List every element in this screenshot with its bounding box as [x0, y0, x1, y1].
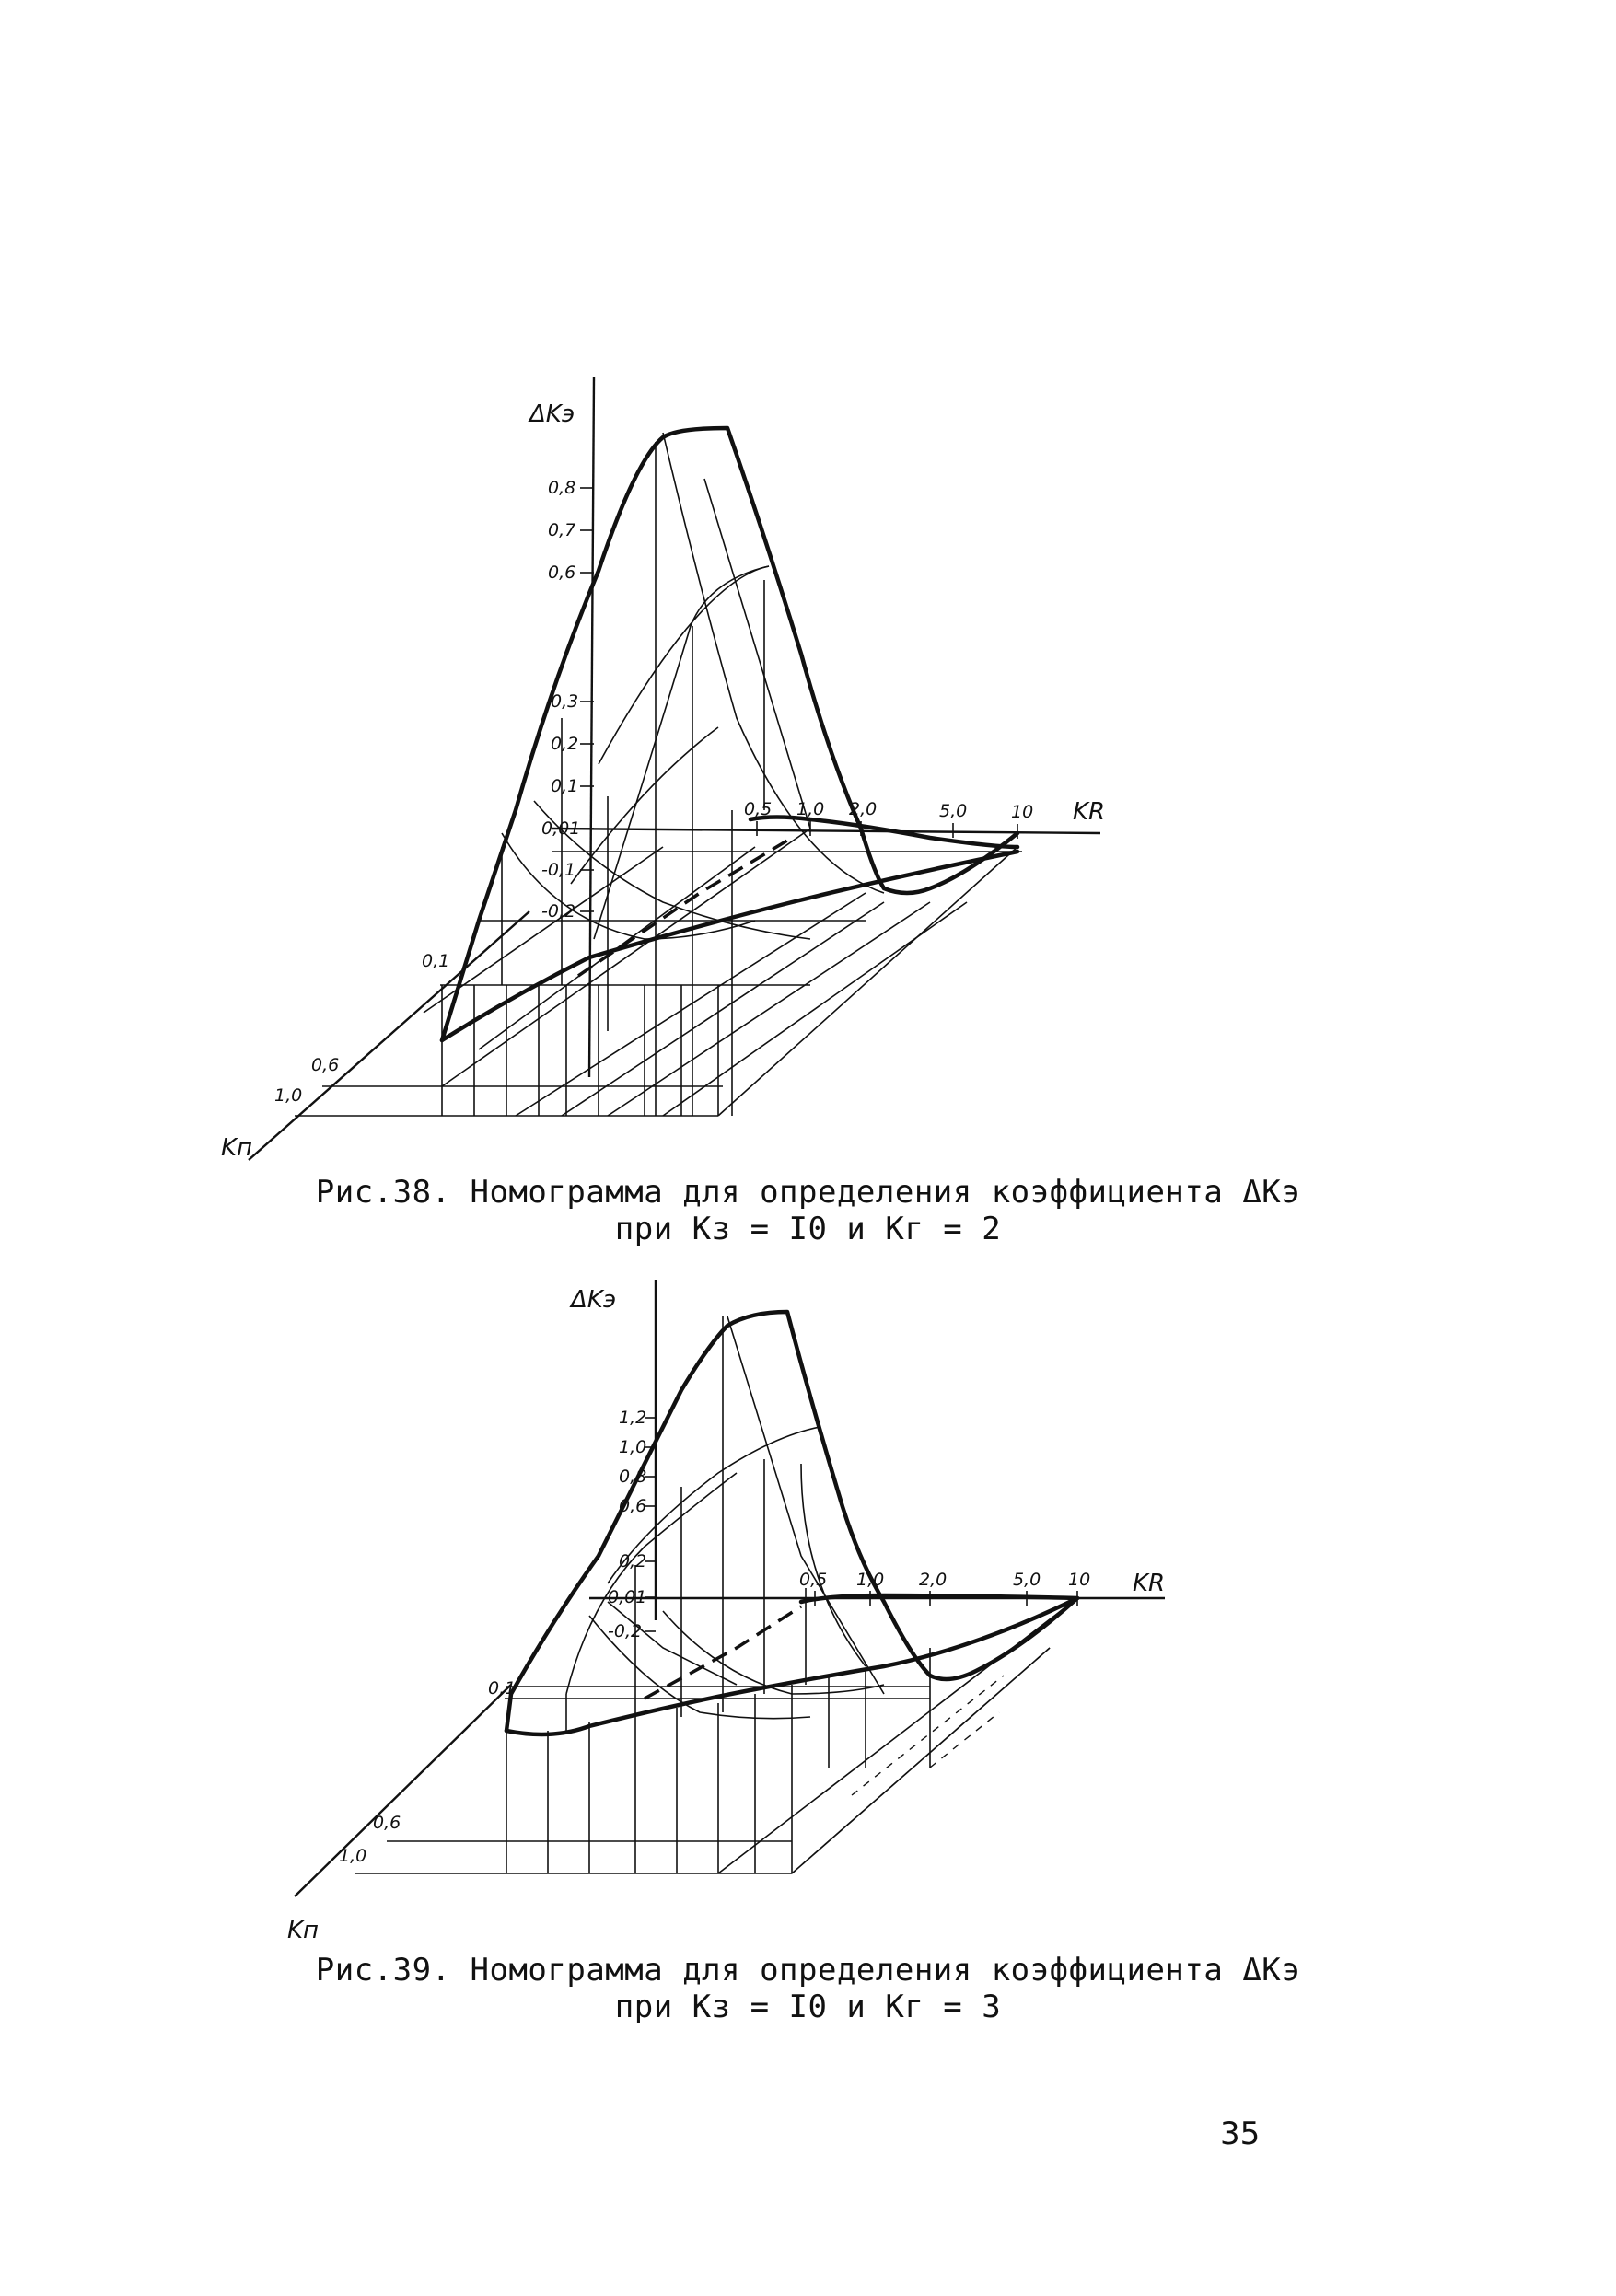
nomogram-39: [0, 1252, 1616, 2007]
dotted-line: [852, 1676, 1004, 1795]
y-axis-label: ΔKэ: [529, 400, 575, 428]
depth-tick: 1,0: [339, 1846, 367, 1866]
figure-caption: [0, 1952, 1616, 2025]
depth-tick: 0,1: [422, 951, 450, 971]
depth-axis: [249, 911, 529, 1160]
depth-tick: 0,6: [311, 1055, 340, 1075]
page-number: 35: [1220, 2116, 1261, 2152]
base-grid: [295, 829, 1022, 1116]
y-tick: 0,7: [548, 520, 576, 540]
x-tick: 10: [1011, 802, 1034, 822]
figure-39: [0, 1252, 1616, 2025]
depth-tick: 1,0: [274, 1085, 303, 1106]
dotted-line: [930, 1712, 999, 1768]
y-tick: 1,0: [619, 1437, 647, 1457]
figure-caption: [0, 1174, 1616, 1247]
x-axis-label: KR: [1133, 1570, 1166, 1597]
y-tick: 0,6: [548, 562, 576, 583]
y-tick: 0,2: [551, 734, 579, 754]
depth-axis-label: Kп: [287, 1917, 320, 1944]
y-tick: 0,01: [608, 1587, 647, 1607]
y-tick: 0,01: [541, 818, 581, 839]
y-tick: 1,2: [619, 1408, 647, 1428]
x-tick: 1,0: [856, 1570, 885, 1590]
caption-line-2: при Kз = I0 и Kг = 2: [614, 1211, 1002, 1247]
nomogram-38: [0, 350, 1616, 1178]
depth-tick: 0,6: [373, 1813, 401, 1833]
y-axis-label: ΔKэ: [571, 1286, 617, 1314]
y-tick: 0,2: [619, 1551, 647, 1571]
y-tick: 0,3: [551, 691, 579, 712]
depth-axis: [295, 1685, 511, 1896]
caption-line-1: Рис.38. Номограмма для определения коэффициента ΔKэ: [315, 1174, 1301, 1211]
x-tick: 10: [1068, 1570, 1091, 1590]
y-tick: -0,2: [541, 901, 576, 922]
surface-outline-front: [442, 428, 1017, 1040]
x-tick: 1,0: [796, 799, 825, 819]
y-tick: 0,6: [619, 1496, 647, 1516]
y-tick: 0,8: [619, 1467, 647, 1487]
x-tick: 0,5: [799, 1570, 828, 1590]
dashed-line: [578, 838, 792, 976]
x-tick: 0,5: [744, 799, 773, 819]
x-tick: 2,0: [919, 1570, 948, 1590]
x-tick: 2,0: [849, 799, 878, 819]
y-tick: -0,2: [608, 1621, 643, 1641]
surface-outline-front: [506, 1312, 1077, 1731]
y-tick: 0,8: [548, 478, 576, 498]
y-tick: 0,1: [551, 776, 579, 796]
y-axis: [589, 377, 594, 1077]
caption-line-2: при Kз = I0 и Kг = 3: [614, 1989, 1002, 2025]
depth-axis-label: Kп: [221, 1134, 253, 1162]
y-tick: -0,1: [541, 860, 576, 880]
depth-tick: 0,1: [488, 1678, 517, 1699]
x-axis-label: KR: [1073, 798, 1106, 826]
surface-outline-base: [442, 852, 1017, 1040]
x-tick: 5,0: [1013, 1570, 1041, 1590]
figure-38: [0, 350, 1616, 1247]
x-tick: 5,0: [939, 801, 968, 821]
caption-line-1: Рис.39. Номограмма для определения коэффициента ΔKэ: [315, 1952, 1301, 1989]
